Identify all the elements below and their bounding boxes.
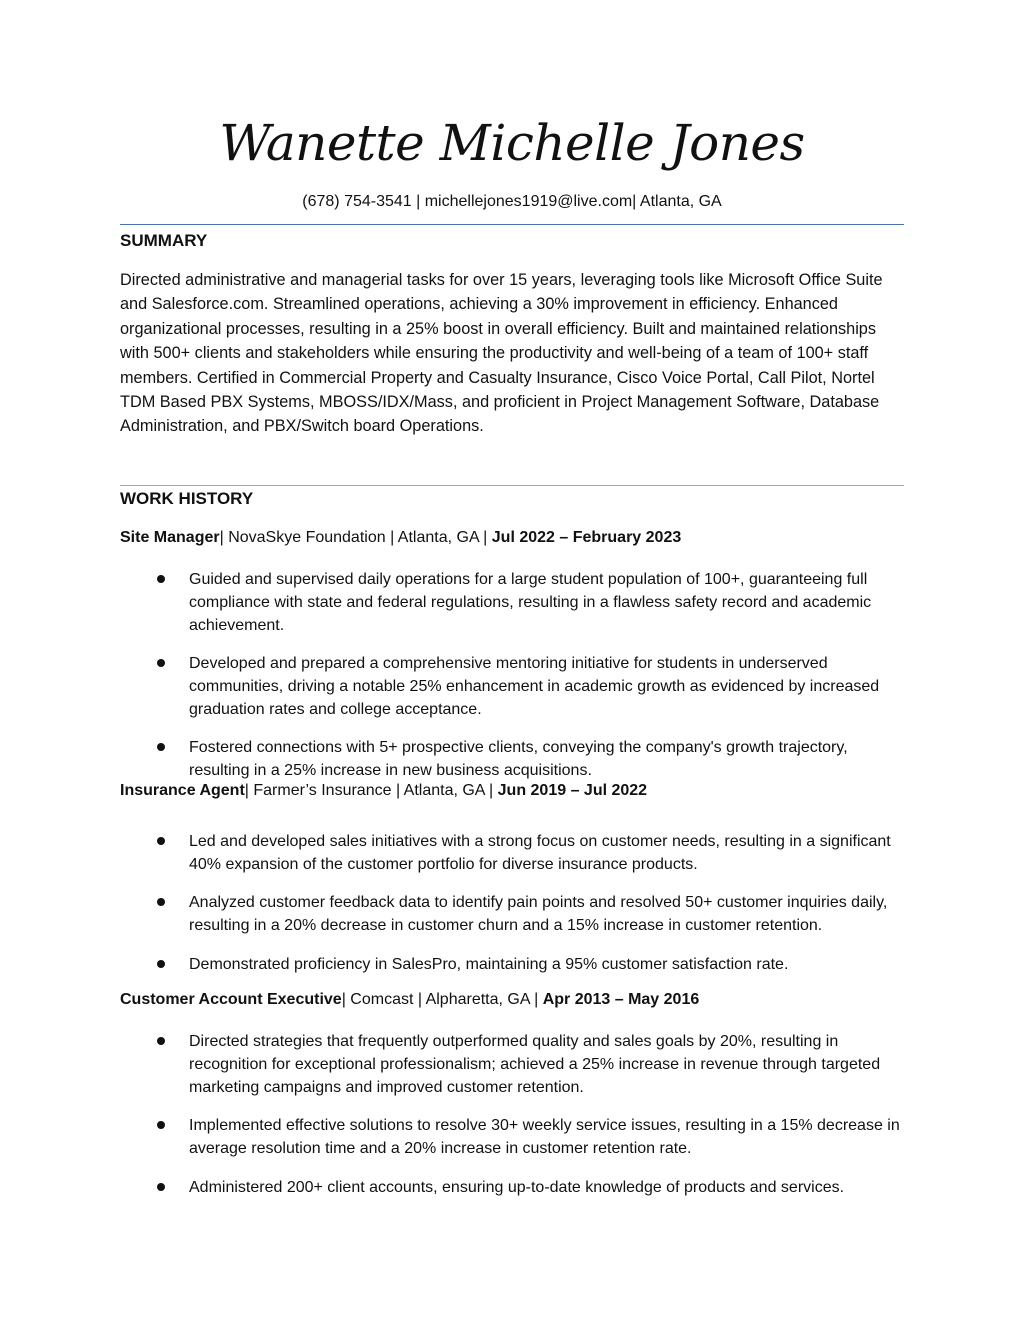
contact-line: (678) 754-3541 | michellejones1919@live.com| Atlanta, GA	[302, 193, 722, 210]
job-company: | Farmer’s Insurance | Atlanta, GA |	[244, 782, 498, 799]
job-dates: Jun 2019 – Jul 2022	[497, 782, 648, 799]
job-dates: Apr 2013 – May 2016	[542, 991, 700, 1008]
job-header	[120, 529, 910, 547]
summary-text: Directed administrative and managerial tasks for over 15 years, leveraging tools like Microsoft Office Suite and Salesforce.com. Streamlined operations, achieving a 30% improvement in efficiency. Enhanced organizational processes, resulting in a 25% boost in overall efficiency. Built and maintained relationships with 500+ clients and stakeholders while ensuring the productivity and well-being of a team of 100+ staff members. Certified in Commercial Property and Casualty Insurance, Cisco Voice Portal, Call Pilot, Nortel TDM Based PBX Systems, MBOSS/IDX/Mass, and proficient in Project Management Software, Database Administration, and PBX/Switch board Operations.	[120, 271, 883, 436]
header-divider	[120, 224, 904, 225]
job-bullet: Directed strategies that frequently outperformed quality and sales goals by 20%, resulting in recognition for exceptional professionalism; achieved a 25% increase in revenue through targeted marketing campaigns and improved customer retention.	[189, 1033, 881, 1096]
job-bullet: Led and developed sales initiatives with a strong focus on customer needs, resulting in a significant 40% expansion of the customer portfolio for diverse insurance products.	[189, 833, 891, 873]
job-bullet: Guided and supervised daily operations for a large student population of 100+, guaranteeing full compliance with state and federal regulations, resulting in a flawless safety record and academic achievement.	[189, 571, 872, 634]
job-bullet: Developed and prepared a comprehensive mentoring initiative for students in underserved communities, driving a notable 25% enhancement in academic growth as evidenced by increased graduation rates and college acceptance.	[189, 655, 880, 718]
bullet-icon	[157, 837, 165, 845]
bullet-icon	[157, 1183, 165, 1191]
bullet-icon	[157, 575, 165, 583]
job-company: | Comcast | Alpharetta, GA |	[341, 991, 543, 1008]
applicant-name: Wanette Michelle Jones	[219, 114, 805, 172]
job-header	[120, 782, 910, 800]
summary-heading: SUMMARY	[120, 231, 208, 250]
job-bullet: Administered 200+ client accounts, ensuring up-to-date knowledge of products and services.	[189, 1179, 845, 1196]
job-bullet: Analyzed customer feedback data to identify pain points and resolved 50+ customer inquiries daily, resulting in a 20% decrease in customer churn and a 15% increase in customer retention.	[189, 894, 888, 934]
work-history-heading: WORK HISTORY	[120, 489, 254, 508]
job-bullet: Demonstrated proficiency in SalesPro, maintaining a 95% customer satisfaction rate.	[189, 956, 789, 973]
bullet-icon	[157, 743, 165, 751]
job-bullet: Fostered connections with 5+ prospective clients, conveying the company's growth trajectory, resulting in a 25% increase in new business acquisitions.	[189, 739, 848, 779]
job-title: Site Manager	[120, 529, 220, 546]
job-bullet: Implemented effective solutions to resolve 30+ weekly service issues, resulting in a 15% decrease in average resolution time and a 20% increase in customer retention rate.	[189, 1117, 900, 1157]
bullet-icon	[157, 1037, 165, 1045]
job-header	[120, 991, 910, 1009]
bullet-icon	[157, 898, 165, 906]
bullet-icon	[157, 1121, 165, 1129]
job-dates: Jul 2022 – February 2023	[491, 529, 682, 546]
job-title: Customer Account Executive	[120, 991, 342, 1008]
bullet-icon	[157, 659, 165, 667]
job-company: | NovaSkye Foundation | Atlanta, GA |	[219, 529, 492, 546]
bullet-icon	[157, 960, 165, 968]
job-title: Insurance Agent	[120, 782, 245, 799]
section-divider	[120, 485, 904, 486]
